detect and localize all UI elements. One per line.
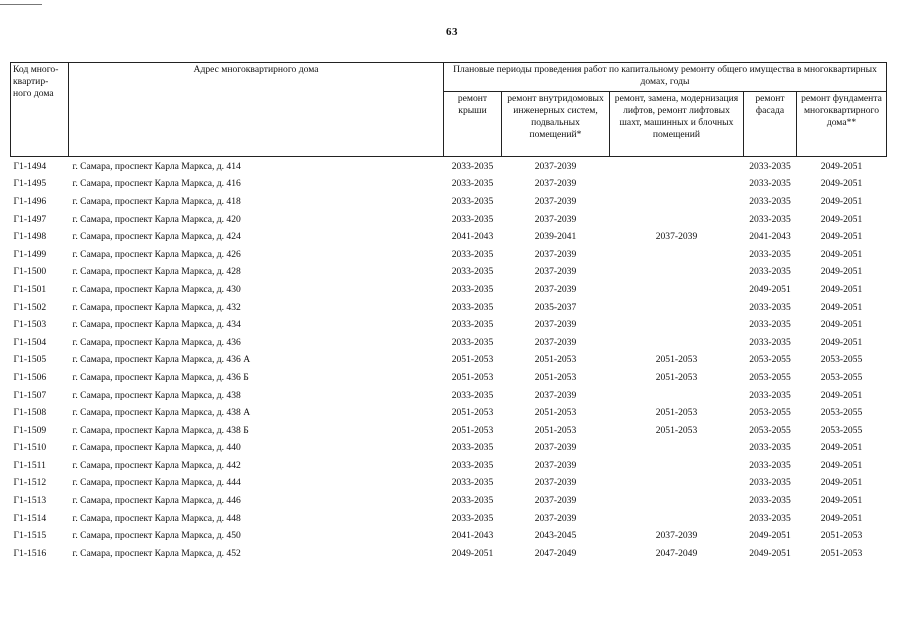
cell-lifts: 2047-2049	[655, 547, 698, 559]
cell-lifts: 2051-2053	[655, 424, 698, 436]
cell-address: г. Самара, проспект Карла Маркса, д. 432	[72, 301, 241, 313]
capital-repair-schedule-table	[10, 62, 887, 563]
cell-foundation: 2053-2055	[820, 424, 863, 436]
cell-facade: 2033-2035	[749, 248, 791, 260]
cell-roof: 2033-2035	[451, 319, 494, 331]
cell-roof: 2033-2035	[451, 213, 494, 225]
cell-address: г. Самара, проспект Карла Маркса, д. 436 Б	[72, 371, 249, 383]
cell-facade: 2033-2035	[749, 195, 791, 207]
cell-code: Г1-1496	[13, 195, 47, 207]
cell-roof: 2033-2035	[451, 283, 494, 295]
table-row	[11, 440, 887, 458]
cell-address: г. Самара, проспект Карла Маркса, д. 430	[72, 283, 241, 295]
table-row	[11, 334, 887, 352]
cell-systems: 2051-2053	[534, 354, 577, 366]
cell-foundation: 2049-2051	[820, 442, 863, 454]
cell-address: г. Самара, проспект Карла Маркса, д. 446	[72, 495, 241, 507]
cell-address: г. Самара, проспект Карла Маркса, д. 442	[72, 459, 241, 471]
table-row	[11, 281, 887, 299]
cell-address: г. Самара, проспект Карла Маркса, д. 420	[72, 213, 241, 225]
cell-facade: 2053-2055	[749, 354, 791, 366]
cell-foundation: 2049-2051	[820, 213, 863, 225]
cell-facade: 2041-2043	[749, 231, 791, 243]
cell-foundation: 2049-2051	[820, 389, 863, 401]
cell-lifts	[610, 211, 744, 229]
cell-address: г. Самара, проспект Карла Маркса, д. 448	[72, 512, 241, 524]
cell-address: г. Самара, проспект Карла Маркса, д. 428	[72, 266, 241, 278]
cell-foundation: 2049-2051	[820, 477, 863, 489]
cell-foundation: 2049-2051	[820, 178, 863, 190]
cell-address: г. Самара, проспект Карла Маркса, д. 440	[72, 442, 241, 454]
cell-lifts	[610, 387, 744, 405]
cell-code: Г1-1516	[13, 547, 47, 559]
cell-foundation: 2051-2053	[820, 547, 863, 559]
cell-systems: 2037-2039	[534, 389, 577, 401]
cell-systems: 2037-2039	[534, 442, 577, 454]
cell-lifts: 2037-2039	[655, 231, 698, 243]
table-row	[11, 352, 887, 370]
table-row	[11, 176, 887, 194]
cell-code: Г1-1505	[13, 354, 47, 366]
cell-address: г. Самара, проспект Карла Маркса, д. 418	[72, 195, 241, 207]
cell-code: Г1-1508	[13, 407, 47, 419]
cell-roof: 2033-2035	[451, 336, 494, 348]
cell-foundation: 2049-2051	[820, 160, 863, 172]
cell-facade: 2053-2055	[749, 407, 791, 419]
cell-code: Г1-1506	[13, 371, 47, 383]
cell-code: Г1-1507	[13, 389, 47, 401]
cell-code: Г1-1513	[13, 495, 47, 507]
cell-systems: 2037-2039	[534, 178, 577, 190]
cell-facade: 2033-2035	[749, 495, 791, 507]
cell-lifts: 2051-2053	[655, 407, 698, 419]
cell-facade: 2033-2035	[749, 442, 791, 454]
page-number: 63	[446, 26, 458, 38]
cell-roof: 2041-2043	[451, 530, 494, 542]
cell-facade: 2033-2035	[749, 336, 791, 348]
cell-systems: 2037-2039	[534, 495, 577, 507]
cell-address: г. Самара, проспект Карла Маркса, д. 438 А	[72, 407, 251, 419]
cell-code: Г1-1499	[13, 248, 47, 260]
cell-address: г. Самара, проспект Карла Маркса, д. 436	[72, 336, 241, 348]
cell-roof: 2033-2035	[451, 512, 494, 524]
table-row	[11, 475, 887, 493]
cell-roof: 2041-2043	[451, 231, 494, 243]
cell-facade: 2033-2035	[749, 178, 791, 190]
cell-address: г. Самара, проспект Карла Маркса, д. 452	[72, 547, 241, 559]
cell-code: Г1-1503	[13, 319, 47, 331]
cell-address: г. Самара, проспект Карла Маркса, д. 426	[72, 248, 241, 260]
cell-roof: 2049-2051	[451, 547, 494, 559]
cell-roof: 2033-2035	[451, 160, 494, 172]
cell-foundation: 2049-2051	[820, 336, 863, 348]
cell-address: г. Самара, проспект Карла Маркса, д. 424	[72, 231, 241, 243]
cell-facade: 2033-2035	[749, 477, 791, 489]
table-row	[11, 316, 887, 334]
cell-roof: 2051-2053	[451, 424, 494, 436]
scan-edge-line	[0, 4, 42, 5]
cell-lifts	[610, 299, 744, 317]
cell-code: Г1-1512	[13, 477, 47, 489]
cell-facade: 2033-2035	[749, 213, 791, 225]
cell-facade: 2053-2055	[749, 371, 791, 383]
table-row	[11, 369, 887, 387]
cell-facade: 2033-2035	[749, 301, 791, 313]
cell-foundation: 2053-2055	[820, 371, 863, 383]
cell-lifts: 2037-2039	[655, 530, 698, 542]
cell-code: Г1-1510	[13, 442, 47, 454]
cell-roof: 2051-2053	[451, 371, 494, 383]
cell-code: Г1-1509	[13, 424, 47, 436]
table-row	[11, 422, 887, 440]
table-row	[11, 404, 887, 422]
cell-systems: 2037-2039	[534, 248, 577, 260]
cell-facade: 2049-2051	[749, 283, 791, 295]
cell-lifts	[610, 492, 744, 510]
cell-systems: 2037-2039	[534, 195, 577, 207]
cell-lifts	[610, 246, 744, 264]
cell-code: Г1-1502	[13, 301, 47, 313]
cell-systems: 2037-2039	[534, 477, 577, 489]
cell-code: Г1-1495	[13, 178, 47, 190]
table-body	[11, 157, 887, 563]
cell-foundation: 2051-2053	[820, 530, 863, 542]
cell-lifts	[610, 475, 744, 493]
cell-foundation: 2049-2051	[820, 283, 863, 295]
table-row	[11, 193, 887, 211]
cell-systems: 2051-2053	[534, 371, 577, 383]
cell-roof: 2033-2035	[451, 477, 494, 489]
cell-facade: 2033-2035	[749, 160, 791, 172]
cell-lifts	[610, 510, 744, 528]
cell-foundation: 2049-2051	[820, 301, 863, 313]
cell-systems: 2037-2039	[534, 512, 577, 524]
cell-address: г. Самара, проспект Карла Маркса, д. 414	[72, 160, 241, 172]
header-systems: ремонт внутридомовых инженерных систем, подвальных помещений*	[502, 92, 610, 157]
cell-roof: 2033-2035	[451, 389, 494, 401]
header-lifts: ремонт, замена, модернизация лифтов, ремонт лифтовых шахт, машинных и блочных помещений	[610, 92, 744, 157]
cell-systems: 2043-2045	[534, 530, 577, 542]
table-row	[11, 264, 887, 282]
table-row	[11, 387, 887, 405]
cell-code: Г1-1514	[13, 512, 47, 524]
cell-systems: 2037-2039	[534, 283, 577, 295]
header-periods: Плановые периоды проведения работ по капитальному ремонту общего имущества в многоквартирных домах, годы	[444, 63, 887, 92]
cell-facade: 2033-2035	[749, 459, 791, 471]
cell-foundation: 2049-2051	[820, 512, 863, 524]
cell-lifts	[610, 176, 744, 194]
cell-roof: 2033-2035	[451, 301, 494, 313]
cell-systems: 2037-2039	[534, 459, 577, 471]
cell-facade: 2049-2051	[749, 530, 791, 542]
table-row	[11, 211, 887, 229]
cell-roof: 2051-2053	[451, 354, 494, 366]
table-row	[11, 527, 887, 545]
cell-systems: 2037-2039	[534, 160, 577, 172]
cell-foundation: 2049-2051	[820, 266, 863, 278]
cell-roof: 2033-2035	[451, 266, 494, 278]
cell-address: г. Самара, проспект Карла Маркса, д. 444	[72, 477, 241, 489]
cell-code: Г1-1511	[13, 459, 46, 471]
cell-facade: 2033-2035	[749, 512, 791, 524]
cell-foundation: 2049-2051	[820, 459, 863, 471]
cell-foundation: 2049-2051	[820, 248, 863, 260]
cell-roof: 2051-2053	[451, 407, 494, 419]
table-row	[11, 157, 887, 176]
cell-foundation: 2049-2051	[820, 195, 863, 207]
table-row	[11, 457, 887, 475]
cell-lifts: 2051-2053	[655, 371, 698, 383]
cell-facade: 2033-2035	[749, 266, 791, 278]
cell-systems: 2047-2049	[534, 547, 577, 559]
cell-address: г. Самара, проспект Карла Маркса, д. 450	[72, 530, 241, 542]
cell-systems: 2037-2039	[534, 319, 577, 331]
cell-address: г. Самара, проспект Карла Маркса, д. 438	[72, 389, 241, 401]
header-foundation: ремонт фундамента многоквартирного дома**	[797, 92, 887, 157]
table-row	[11, 246, 887, 264]
cell-lifts	[610, 264, 744, 282]
cell-lifts	[610, 281, 744, 299]
table-row	[11, 299, 887, 317]
cell-systems: 2037-2039	[534, 213, 577, 225]
cell-foundation: 2049-2051	[820, 231, 863, 243]
cell-lifts	[610, 457, 744, 475]
cell-systems: 2037-2039	[534, 266, 577, 278]
cell-code: Г1-1501	[13, 283, 47, 295]
cell-foundation: 2053-2055	[820, 354, 863, 366]
cell-systems: 2037-2039	[534, 336, 577, 348]
cell-lifts: 2051-2053	[655, 354, 698, 366]
cell-facade: 2049-2051	[749, 547, 791, 559]
table-row	[11, 510, 887, 528]
cell-facade: 2053-2055	[749, 424, 791, 436]
cell-systems: 2039-2041	[534, 231, 577, 243]
cell-systems: 2051-2053	[534, 407, 577, 419]
cell-roof: 2033-2035	[451, 495, 494, 507]
cell-address: г. Самара, проспект Карла Маркса, д. 434	[72, 319, 241, 331]
cell-systems: 2051-2053	[534, 424, 577, 436]
cell-lifts	[610, 440, 744, 458]
cell-roof: 2033-2035	[451, 442, 494, 454]
cell-foundation: 2049-2051	[820, 495, 863, 507]
table-row	[11, 545, 887, 563]
cell-roof: 2033-2035	[451, 248, 494, 260]
cell-facade: 2033-2035	[749, 319, 791, 331]
cell-code: Г1-1498	[13, 231, 47, 243]
cell-code: Г1-1494	[13, 160, 47, 172]
header-roof: ремонт крыши	[444, 92, 502, 157]
table-row	[11, 492, 887, 510]
table-row	[11, 228, 887, 246]
cell-lifts	[610, 193, 744, 211]
cell-systems: 2035-2037	[534, 301, 577, 313]
cell-roof: 2033-2035	[451, 459, 494, 471]
header-address: Адрес многоквартирного дома	[69, 63, 444, 157]
cell-lifts	[610, 316, 744, 334]
cell-facade: 2033-2035	[749, 389, 791, 401]
cell-code: Г1-1500	[13, 266, 47, 278]
header-code: Код много-квартир-ного дома	[11, 63, 69, 157]
header-facade: ремонт фасада	[744, 92, 797, 157]
cell-code: Г1-1497	[13, 213, 47, 225]
cell-address: г. Самара, проспект Карла Маркса, д. 416	[72, 178, 241, 190]
cell-roof: 2033-2035	[451, 178, 494, 190]
cell-foundation: 2053-2055	[820, 407, 863, 419]
cell-roof: 2033-2035	[451, 195, 494, 207]
cell-address: г. Самара, проспект Карла Маркса, д. 436 А	[72, 354, 251, 366]
cell-address: г. Самара, проспект Карла Маркса, д. 438 Б	[72, 424, 249, 436]
cell-foundation: 2049-2051	[820, 319, 863, 331]
cell-code: Г1-1504	[13, 336, 47, 348]
cell-code: Г1-1515	[13, 530, 47, 542]
cell-lifts	[610, 157, 744, 176]
cell-lifts	[610, 334, 744, 352]
